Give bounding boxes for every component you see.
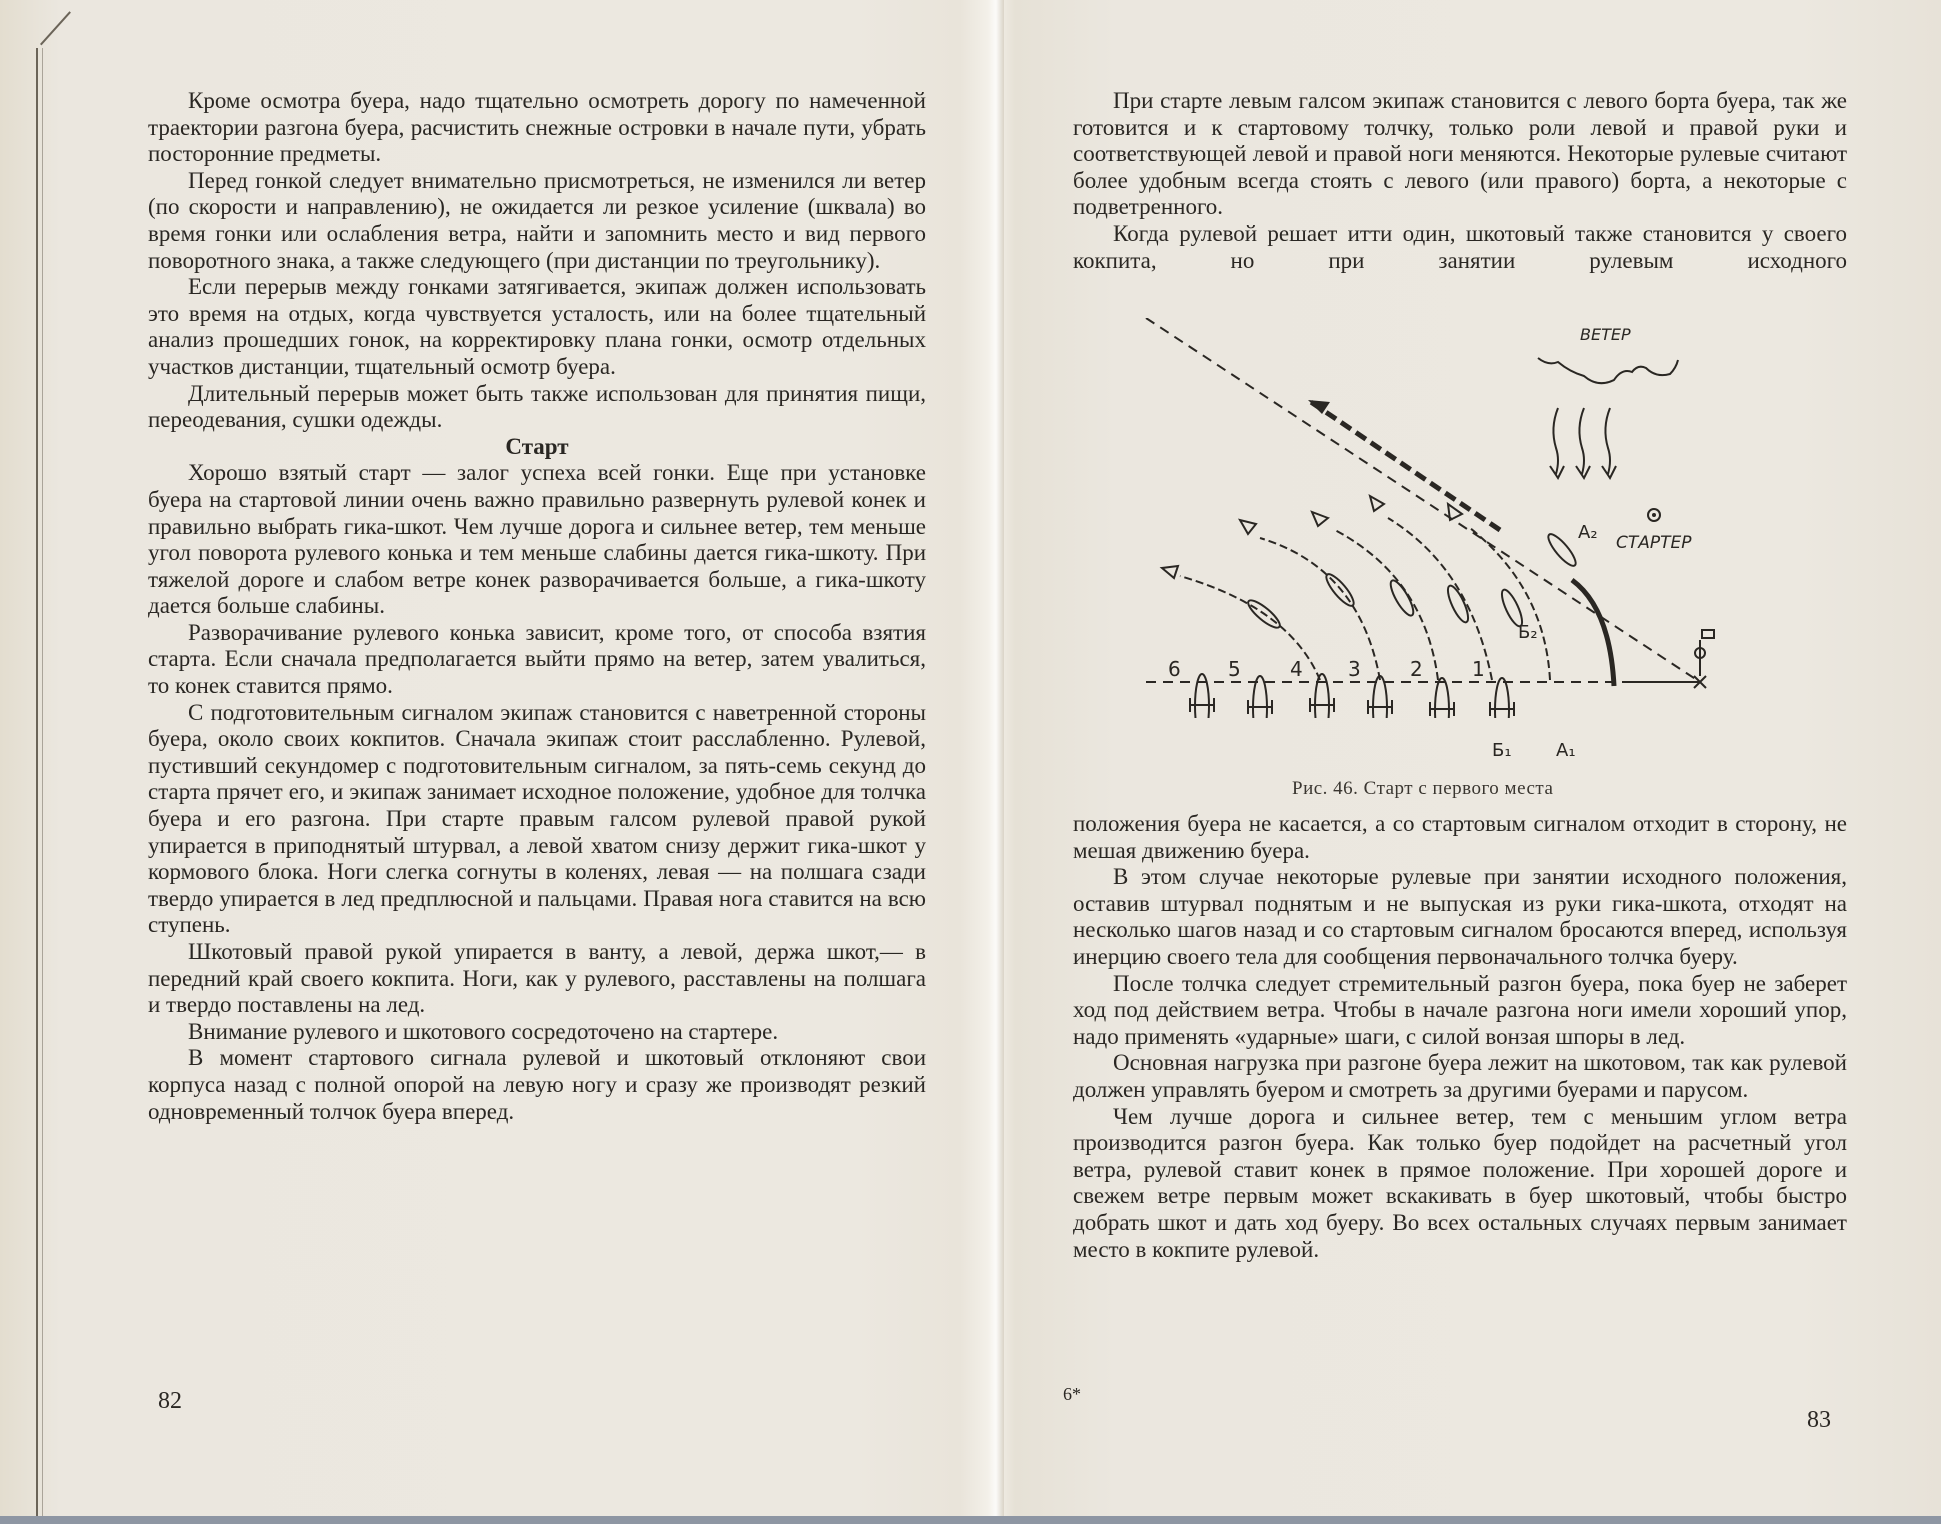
trajectory-arcs xyxy=(1180,518,1550,680)
open-arrow-heads-icon xyxy=(1162,496,1462,578)
right-page-text-bottom xyxy=(1073,811,1847,1263)
label-a2: А₂ xyxy=(1578,522,1598,543)
paragraph: С подготовительным сигналом экипаж становится с наветренной стороны буера, около своих кокпитов. Сначала экипаж стоит расслабленно. Рулевой, пустивший секундомер с подготовительным сигналом, за пять-семь секунд до старта прячет его, и экипаж занимает исходное положение, удобное для толчка буера и его разгона. При старте правым галсом рулевой правой рукой упирается в приподнятый штурвал, а левой хватом снизу держит гика-шкот у кормового блока. Ноги слегка согнуты в коленях, левая — на полшага сзади твердо упирается в лед предплюсной и пальцами. Правая нога ставится на всю ступень. xyxy=(148,699,926,938)
page-corner-fold xyxy=(40,11,71,45)
wind-arrows-icon xyxy=(1550,408,1616,478)
paragraph: Внимание рулевого и шкотового сосредоточено на стартере. xyxy=(188,1018,779,1044)
background-strip xyxy=(0,1516,1941,1524)
boats-underway-icon xyxy=(1245,531,1580,632)
trajectory-a-solid xyxy=(1572,580,1614,686)
figure-start-diagram xyxy=(1140,318,1740,718)
paragraph: Длительный перерыв может быть также использован для принятия пищи, переодевания, сушки одежды. xyxy=(148,380,926,433)
paragraph: Кроме осмотра буера, надо тщательно осмотреть дорогу по намеченной траектории разгона буера, расчистить снежные островки в начале пути, убрать посторонние предметы. xyxy=(148,88,926,167)
svg-text:5: 5 xyxy=(1228,657,1241,681)
paragraph: В момент стартового сигнала рулевой и шкотовый отклоняют свои корпуса назад с полной опорой на левую ногу и сразу же производят резкий одновременный толчок буера вперед. xyxy=(148,1045,926,1124)
svg-text:1: 1 xyxy=(1472,657,1485,681)
paragraph: В этом случае некоторые рулевые при занятии исходного положения, оставив штурвал поднятым и не выпуская из руки гика-шкота, отходят на несколько шагов назад и со стартовым сигналом бросаются вперед, используя инерцию своего тела для сообщения первоначального толчка буеру. xyxy=(1073,864,1847,969)
figure-caption: Рис. 46. Старт с первого места xyxy=(1292,778,1554,799)
starter-label: СТАРТЕР xyxy=(1616,533,1692,553)
signature-mark: 6* xyxy=(1063,1384,1081,1404)
label-b1: Б₁ xyxy=(1492,740,1512,761)
page-edge-line xyxy=(42,48,43,1524)
paragraph: Перед гонкой следует внимательно присмотреться, не изменился ли ветер (по скорости и направлению), не ожидается ли резкое усиление (шквала) во время гонки или ослабления ветра, найти и запомнить место и вид первого поворотного знака, а также следующего (при дистанции по треугольнику). xyxy=(148,167,926,273)
svg-text:6: 6 xyxy=(1168,657,1181,681)
svg-text:3: 3 xyxy=(1348,657,1361,681)
wind-label: ВЕТЕР xyxy=(1580,325,1631,344)
paragraph: Если перерыв между гонками затягивается, экипаж должен использовать это время на отдых, когда чувствуется усталость, или на более тщательный анализ прошедших гонок, на корректировку плана гонки, осмотр отдельных участков дистанции, тщательный осмотр буера. xyxy=(148,274,926,379)
page-edge-line xyxy=(36,48,38,1524)
label-b2: Б₂ xyxy=(1518,622,1538,643)
start-line xyxy=(1146,318,1700,682)
book-gutter xyxy=(988,0,1004,1524)
paragraph: При старте левым галсом экипаж становится с левого борта буера, так же готовится и к стартовому толчку, только роли левой и правой руки и соответствующей левой и правой ноги меняются. Некоторые рулевые считают более удобным всегда стоять с левого (или правого) борта, а некоторые с подветренного. xyxy=(1073,88,1847,220)
svg-text:4: 4 xyxy=(1290,657,1303,681)
starter-buoy-icon xyxy=(1648,509,1660,521)
trajectory-a-dashed xyxy=(1308,400,1500,530)
paragraph: Разворачивание рулевого конька зависит, кроме того, от способа взятия старта. Если сначала предполагается выйти прямо на ветер, затем увалиться, то конек ставится прямо. xyxy=(148,619,926,699)
cloud-icon xyxy=(1538,358,1678,383)
paragraph: После толчка следует стремительный разгон буера, пока буер не заберет ход под действием ветра. Чтобы в начале разгона ноги имели хороший упор, надо применять «ударные» шаги, с силой вонзая шпоры в лед. xyxy=(1073,970,1847,1049)
page-number-right: 83 xyxy=(1807,1407,1831,1433)
paragraph: Хорошо взятый старт — залог успеха всей гонки. Еще при установке буера на стартовой линии очень важно правильно развернуть рулевой конек и правильно выбрать гика-шкот. Чем лучше дорога и сильнее ветер, тем меньше угол поворота рулевого конька и тем меньше слабины дается гика-шкоту. При тяжелой дороге и слабом ветре конек разворачивается больше, а гика-шкоту дается больше слабины. xyxy=(148,460,926,619)
paragraph: Шкотовый правой рукой упирается в ванту, а левой, держа шкот,— в передний край своего кокпита. Ноги, как у рулевого, расставлены на полшага и твердо поставлены на лед. xyxy=(148,939,926,1018)
paragraph-continuation: положения буера не касается, а со стартовым сигналом отходит в сторону, не мешая движению буера. xyxy=(1073,811,1847,863)
paragraph: Когда рулевой решает итти один, шкотовый также становится у своего кокпита, но при занятии рулевым исходного xyxy=(1073,220,1847,273)
section-heading: Старт xyxy=(505,433,569,459)
label-a1: А₁ xyxy=(1556,740,1576,761)
paragraph: Чем лучше дорога и сильнее ветер, тем с меньшим углом ветра производится разгон буера. Как только буер подойдет на расчетный угол ветра, рулевой ставит конек в прямое положение. При хорошей дороге и свежем ветре первым может вскакивать в буер шкотовый, чтобы быстро добрать шкот и дать ход буеру. Во всех остальных случаях первым занимает место в кокпите рулевой. xyxy=(1073,1103,1847,1262)
left-page-text xyxy=(148,88,926,1125)
right-page-text-top xyxy=(1073,88,1847,274)
paragraph: Основная нагрузка при разгоне буера лежит на шкотовом, так как рулевой должен управлять буером и смотреть за другими буерами и парусом. xyxy=(1073,1050,1847,1102)
page-number-left: 82 xyxy=(158,1388,182,1414)
svg-text:2: 2 xyxy=(1410,657,1423,681)
start-flag-icon xyxy=(1695,630,1714,676)
